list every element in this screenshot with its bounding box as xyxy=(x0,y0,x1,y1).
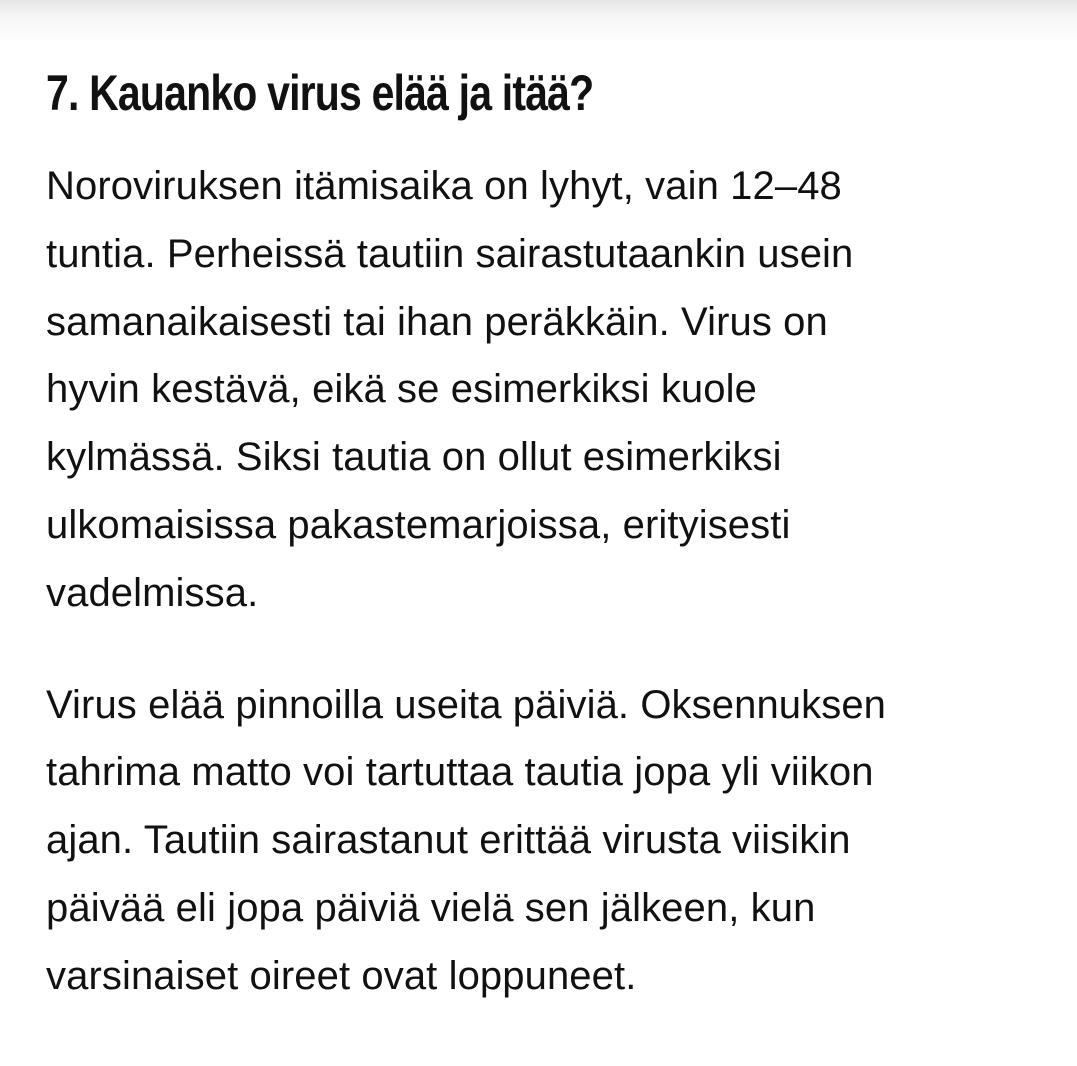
paragraph-line: varsinaiset oireet ovat loppuneet. xyxy=(46,953,637,998)
paragraph-line: hyvin kestävä, eikä se esimerkiksi kuole xyxy=(46,367,757,412)
article-paragraph xyxy=(46,672,1036,1011)
paragraph-line: ajan. Tautiin sairastanut erittää virusta viisikin xyxy=(46,818,851,863)
article-section xyxy=(46,58,1036,1011)
paragraph-line: tuntia. Perheissä tautiin sairastutaankin usein xyxy=(46,231,854,276)
paragraph-line: Noroviruksen itämisaika on lyhyt, vain 12–48 xyxy=(46,164,842,208)
paragraph-line: vadelmissa. xyxy=(46,570,259,615)
paragraph-line: kylmässä. Siksi tautia on ollut esimerkiksi xyxy=(46,435,782,480)
paragraph-line: ulkomaisissa pakastemarjoissa, erityisesti xyxy=(46,502,791,547)
paragraph-line: samanaikaisesti tai ihan peräkkäin. Virus on xyxy=(46,299,828,344)
paragraph-line: Virus elää pinnoilla useita päiviä. Oksennuksen xyxy=(46,682,887,727)
header-shadow xyxy=(0,0,1077,44)
paragraph-line: päivää eli jopa päiviä vielä sen jälkeen, kun xyxy=(46,885,816,930)
section-heading: 7. Kauanko virus elää ja itää? xyxy=(46,65,594,121)
paragraph-line: tahrima matto voi tartuttaa tautia jopa yli viikon xyxy=(46,750,874,795)
article-paragraph xyxy=(46,153,971,628)
